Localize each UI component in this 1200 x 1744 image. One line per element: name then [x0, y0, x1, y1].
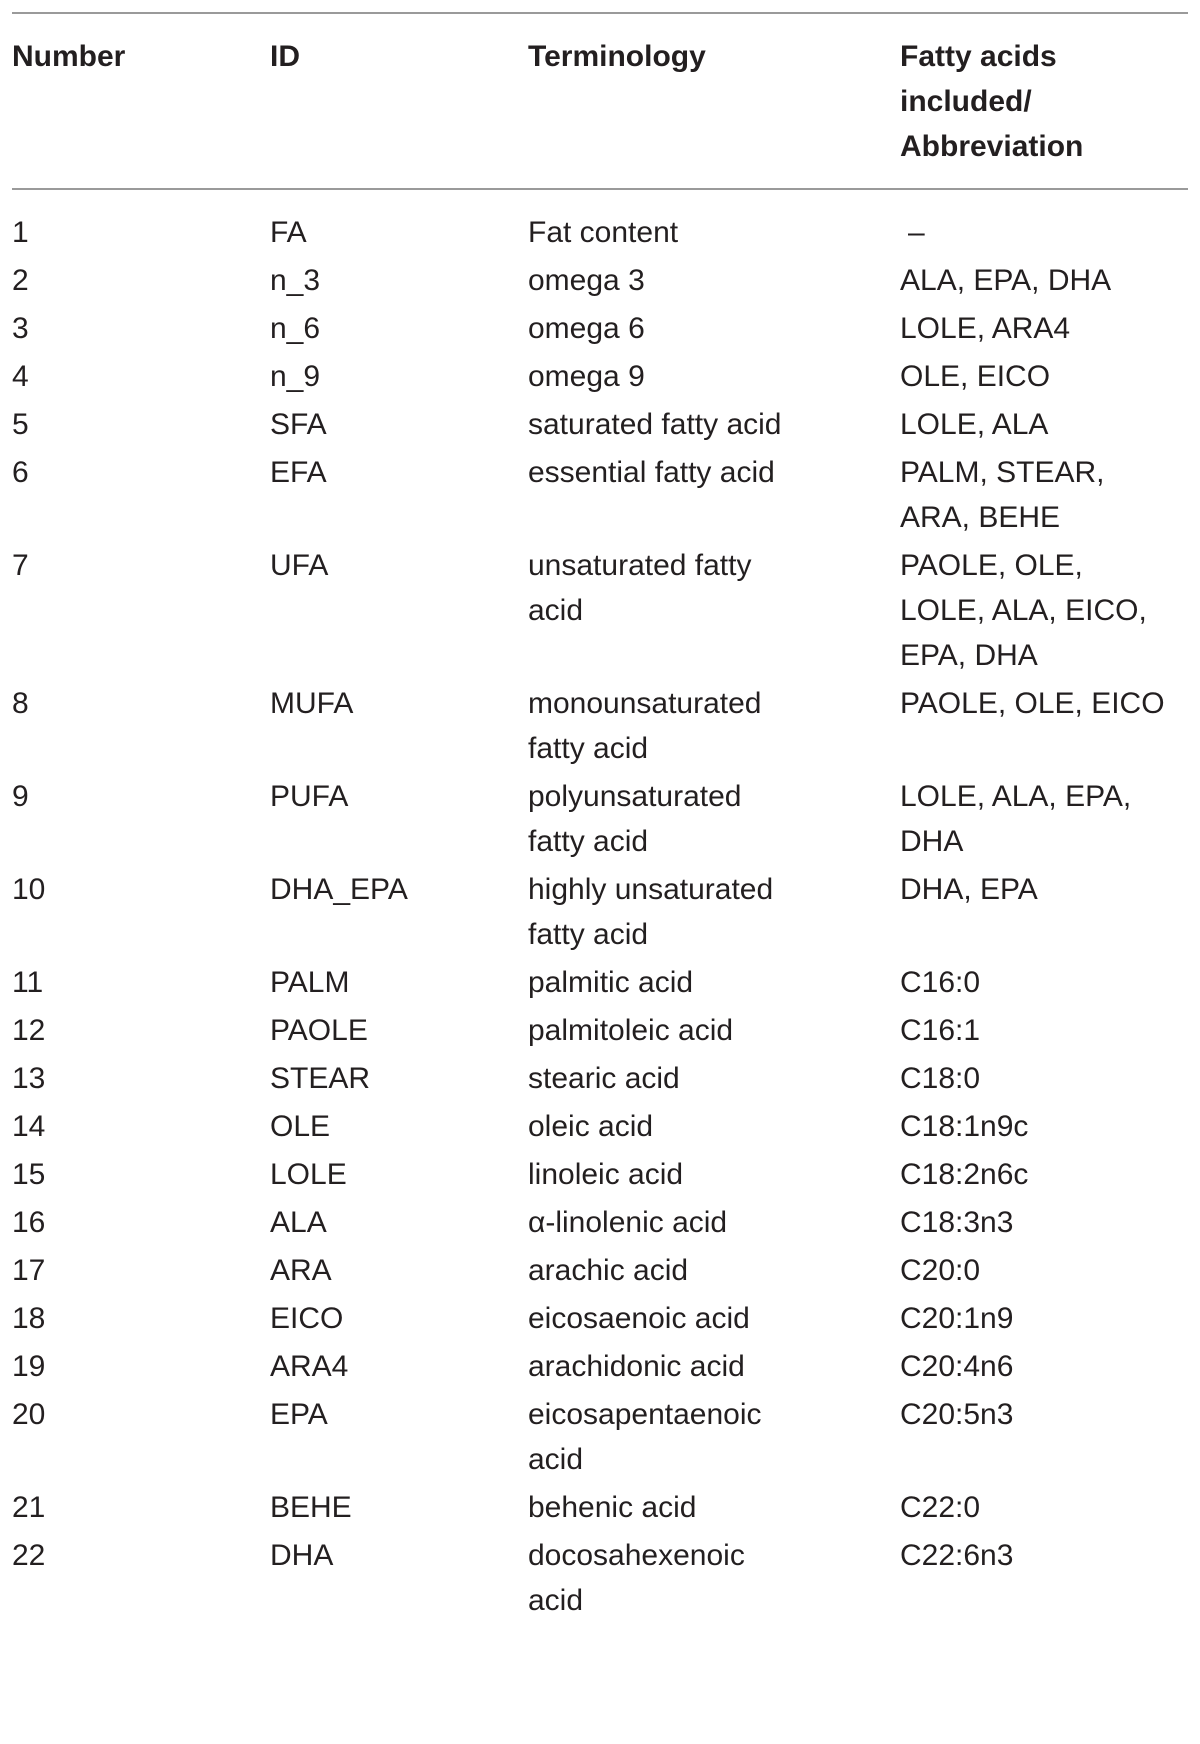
cell-line: LOLE, ALA, EPA, [900, 780, 1132, 813]
cell-number: 14 [12, 1110, 46, 1143]
cell-line: highly unsaturated [528, 873, 774, 906]
cell-number: 19 [12, 1350, 46, 1383]
table-row [12, 1341, 1188, 1389]
cell-id: OLE [270, 1110, 331, 1143]
cell-number: 8 [12, 687, 29, 720]
table-row [12, 1053, 1188, 1101]
cell-line: oleic acid [528, 1110, 654, 1143]
cell-line: stearic acid [528, 1062, 680, 1095]
cell-number: 6 [12, 456, 29, 489]
table-body [12, 189, 1188, 1623]
cell-terminology [528, 1149, 900, 1197]
cell-terminology [528, 303, 900, 351]
cell-line: fatty acid [528, 918, 649, 951]
table-header [12, 13, 1188, 189]
cell-line: acid [528, 594, 584, 627]
cell-id: MUFA [270, 687, 354, 720]
header-number: Number [12, 40, 126, 73]
cell-line: C18:0 [900, 1062, 981, 1095]
cell-line: eicosapentaenoic [528, 1398, 762, 1431]
cell-line: C16:0 [900, 966, 981, 999]
cell-number: 21 [12, 1491, 46, 1524]
table-row [12, 540, 1188, 678]
cell-number: 18 [12, 1302, 46, 1335]
cell-fatty-acids [900, 1482, 1188, 1530]
cell-number: 17 [12, 1254, 46, 1287]
cell-id: EFA [270, 456, 327, 489]
cell-number: 10 [12, 873, 46, 906]
cell-number: 5 [12, 408, 29, 441]
cell-id: PUFA [270, 780, 349, 813]
cell-terminology [528, 1482, 900, 1530]
cell-id: DHA_EPA [270, 873, 408, 906]
table-row [12, 303, 1188, 351]
cell-line: arachic acid [528, 1254, 689, 1287]
cell-fatty-acids [900, 1101, 1188, 1149]
table-row [12, 1530, 1188, 1623]
cell-number: 16 [12, 1206, 46, 1239]
cell-line: omega 9 [528, 360, 645, 393]
cell-number: 1 [12, 216, 29, 249]
cell-id: EPA [270, 1398, 328, 1431]
cell-terminology [528, 540, 900, 678]
cell-id: ARA4 [270, 1350, 349, 1383]
cell-line: DHA, EPA [900, 873, 1038, 906]
cell-line: saturated fatty acid [528, 408, 782, 441]
cell-line: ALA, EPA, DHA [900, 264, 1112, 297]
cell-line: LOLE, ALA [900, 408, 1049, 441]
cell-terminology [528, 1530, 900, 1623]
cell-terminology [528, 351, 900, 399]
header-fatty-line: included/ [900, 85, 1032, 118]
cell-line: PALM, STEAR, [900, 456, 1105, 489]
cell-id: SFA [270, 408, 327, 441]
cell-terminology [528, 678, 900, 771]
cell-number: 3 [12, 312, 29, 345]
cell-line: C18:3n3 [900, 1206, 1014, 1239]
cell-line: LOLE, ARA4 [900, 312, 1071, 345]
cell-number: 12 [12, 1014, 46, 1047]
cell-id: FA [270, 216, 307, 249]
table-row [12, 1389, 1188, 1482]
cell-line: acid [528, 1443, 584, 1476]
cell-line: ARA, BEHE [900, 501, 1061, 534]
cell-line: C20:1n9 [900, 1302, 1014, 1335]
cell-fatty-acids [900, 303, 1188, 351]
cell-fatty-acids [900, 1053, 1188, 1101]
cell-line: linoleic acid [528, 1158, 684, 1191]
cell-fatty-acids [900, 399, 1188, 447]
cell-number: 2 [12, 264, 29, 297]
cell-number: 9 [12, 780, 29, 813]
cell-terminology [528, 1005, 900, 1053]
table-row [12, 864, 1188, 957]
cell-terminology [528, 1101, 900, 1149]
cell-line: C20:0 [900, 1254, 981, 1287]
cell-fatty-acids [900, 1293, 1188, 1341]
cell-line: docosahexenoic [528, 1539, 745, 1572]
cell-line: PAOLE, OLE, [900, 549, 1083, 582]
table-row [12, 447, 1188, 540]
cell-fatty-acids [900, 1530, 1188, 1623]
cell-line: Fat content [528, 216, 679, 249]
table-row [12, 1245, 1188, 1293]
table-row [12, 255, 1188, 303]
cell-fatty-acids [900, 864, 1188, 957]
cell-number: 22 [12, 1539, 46, 1572]
cell-line: fatty acid [528, 825, 649, 858]
cell-fatty-acids [900, 540, 1188, 678]
header-fatty-line: Fatty acids [900, 40, 1057, 73]
table-row [12, 1005, 1188, 1053]
cell-line: palmitoleic acid [528, 1014, 734, 1047]
table-row [12, 1197, 1188, 1245]
cell-fatty-acids [900, 771, 1188, 864]
cell-line: omega 3 [528, 264, 645, 297]
cell-line: C18:2n6c [900, 1158, 1029, 1191]
cell-line: C20:5n3 [900, 1398, 1014, 1431]
cell-id: EICO [270, 1302, 344, 1335]
cell-id: BEHE [270, 1491, 352, 1524]
cell-line: DHA [900, 825, 964, 858]
cell-terminology [528, 1245, 900, 1293]
cell-terminology [528, 1053, 900, 1101]
cell-line: behenic acid [528, 1491, 697, 1524]
cell-line: omega 6 [528, 312, 645, 345]
cell-line: monounsaturated [528, 687, 762, 720]
cell-terminology [528, 957, 900, 1005]
cell-number: 15 [12, 1158, 46, 1191]
cell-fatty-acids [900, 1149, 1188, 1197]
table-row [12, 1149, 1188, 1197]
cell-id: LOLE [270, 1158, 347, 1191]
cell-terminology [528, 447, 900, 540]
cell-terminology [528, 255, 900, 303]
cell-fatty-acids [900, 351, 1188, 399]
cell-id: STEAR [270, 1062, 371, 1095]
cell-id: PAOLE [270, 1014, 368, 1047]
cell-line: OLE, EICO [900, 360, 1051, 393]
cell-terminology [528, 771, 900, 864]
cell-fatty-acids [900, 1341, 1188, 1389]
cell-line: polyunsaturated [528, 780, 742, 813]
cell-line: essential fatty acid [528, 456, 775, 489]
cell-line: LOLE, ALA, EICO, [900, 594, 1147, 627]
cell-fatty-acids [900, 1197, 1188, 1245]
cell-line: α-linolenic acid [528, 1206, 728, 1239]
cell-line: PAOLE, OLE, EICO [900, 687, 1165, 720]
header-fatty-acids [900, 13, 1188, 189]
cell-id: DHA [270, 1539, 334, 1572]
cell-id: n_9 [270, 360, 321, 393]
cell-terminology [528, 1389, 900, 1482]
cell-number: 11 [12, 966, 44, 999]
table-row [12, 771, 1188, 864]
cell-fatty-acids [900, 678, 1188, 771]
header-id: ID [270, 40, 300, 73]
cell-id: ARA [270, 1254, 332, 1287]
header-terminology: Terminology [528, 40, 706, 73]
cell-line: fatty acid [528, 732, 649, 765]
cell-line: arachidonic acid [528, 1350, 745, 1383]
cell-line: palmitic acid [528, 966, 694, 999]
table-row [12, 678, 1188, 771]
table-row [12, 957, 1188, 1005]
cell-id: n_6 [270, 312, 321, 345]
fatty-acids-table-container [12, 12, 1188, 1623]
cell-terminology [528, 1341, 900, 1389]
cell-line: acid [528, 1584, 584, 1617]
cell-line: – [908, 216, 925, 249]
cell-line: eicosaenoic acid [528, 1302, 750, 1335]
table-row [12, 189, 1188, 255]
cell-fatty-acids [900, 1389, 1188, 1482]
table-row [12, 1293, 1188, 1341]
cell-terminology [528, 1197, 900, 1245]
cell-id: ALA [270, 1206, 327, 1239]
cell-fatty-acids [900, 1245, 1188, 1293]
cell-number: 20 [12, 1398, 46, 1431]
cell-line: unsaturated fatty [528, 549, 752, 582]
cell-fatty-acids [900, 957, 1188, 1005]
cell-line: C22:6n3 [900, 1539, 1014, 1572]
cell-line: EPA, DHA [900, 639, 1038, 672]
cell-fatty-acids [900, 1005, 1188, 1053]
cell-id: PALM [270, 966, 350, 999]
table-row [12, 399, 1188, 447]
cell-line: C20:4n6 [900, 1350, 1014, 1383]
cell-id: n_3 [270, 264, 321, 297]
fatty-acids-table [12, 12, 1188, 1623]
cell-terminology [528, 864, 900, 957]
cell-id: UFA [270, 549, 329, 582]
cell-line: C22:0 [900, 1491, 981, 1524]
cell-terminology [528, 189, 900, 255]
header-fatty-line: Abbreviation [900, 130, 1084, 163]
cell-line: C18:1n9c [900, 1110, 1029, 1143]
table-row [12, 1101, 1188, 1149]
header-row [12, 13, 1188, 189]
cell-terminology [528, 1293, 900, 1341]
cell-terminology [528, 399, 900, 447]
cell-fatty-acids [900, 189, 1188, 255]
cell-fatty-acids [900, 255, 1188, 303]
table-row [12, 1482, 1188, 1530]
cell-number: 13 [12, 1062, 46, 1095]
cell-fatty-acids [900, 447, 1188, 540]
table-row [12, 351, 1188, 399]
cell-line: C16:1 [900, 1014, 981, 1047]
cell-number: 4 [12, 360, 29, 393]
cell-number: 7 [12, 549, 29, 582]
